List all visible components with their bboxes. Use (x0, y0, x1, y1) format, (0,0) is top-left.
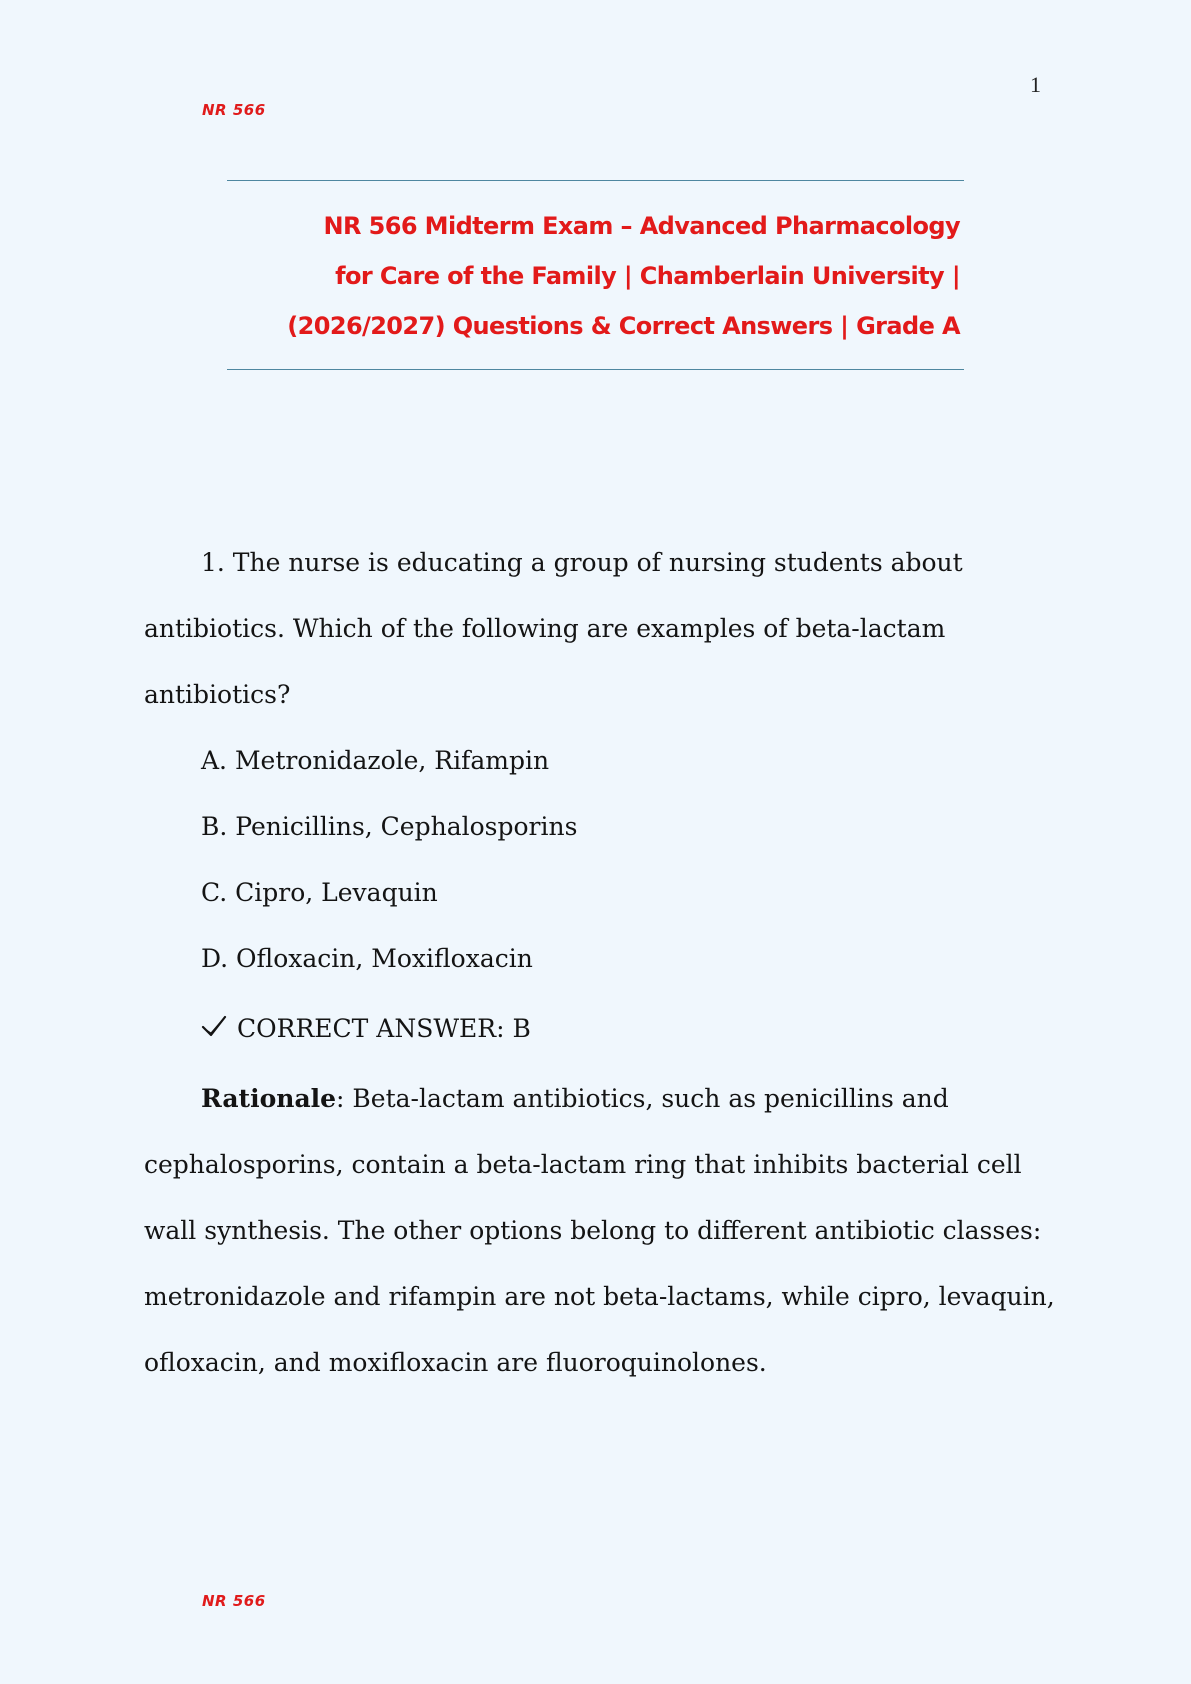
option-b: B. Penicillins, Cephalosporins (201, 812, 578, 841)
title-line-3: (2026/2027) Questions & Correct Answers | Grade A (287, 312, 960, 340)
correct-answer (144, 992, 1059, 1066)
rationale (144, 1066, 1059, 1396)
option-d: D. Ofloxacin, Moxifloxacin (201, 944, 533, 973)
question-content (144, 530, 1059, 1396)
title-line-2: for Care of the Family | Chamberlain University | (335, 262, 960, 290)
correct-answer-text: CORRECT ANSWER: B (237, 1014, 531, 1043)
footer-course-tag: NR 566 (202, 1592, 266, 1610)
header-course-tag: NR 566 (202, 101, 266, 119)
title-block (227, 180, 964, 370)
question-text: 1. The nurse is educating a group of nursing students about antibiotics. Which of the following are examples of beta-lactam antibiotics? (144, 548, 963, 709)
page-number: 1 (1030, 72, 1041, 97)
document-title (260, 201, 960, 351)
title-line-1: NR 566 Midterm Exam – Advanced Pharmacology (323, 212, 960, 240)
option-a: A. Metronidazole, Rifampin (201, 746, 550, 775)
checkmark-icon (201, 1014, 227, 1040)
rationale-text: : Beta-lactam antibiotics, such as penicillins and cephalosporins, contain a beta-lactam ring that inhibits bacterial cell wall synthesis. The other options belong to different antibiotic classes: metronidazole and rifampin are not beta-lactams, while cipro, levaquin, ofloxacin, and moxifloxacin are fluoroquinolones. (144, 1084, 1055, 1377)
rationale-label: Rationale (201, 1084, 337, 1113)
option-c: C. Cipro, Levaquin (201, 878, 438, 907)
